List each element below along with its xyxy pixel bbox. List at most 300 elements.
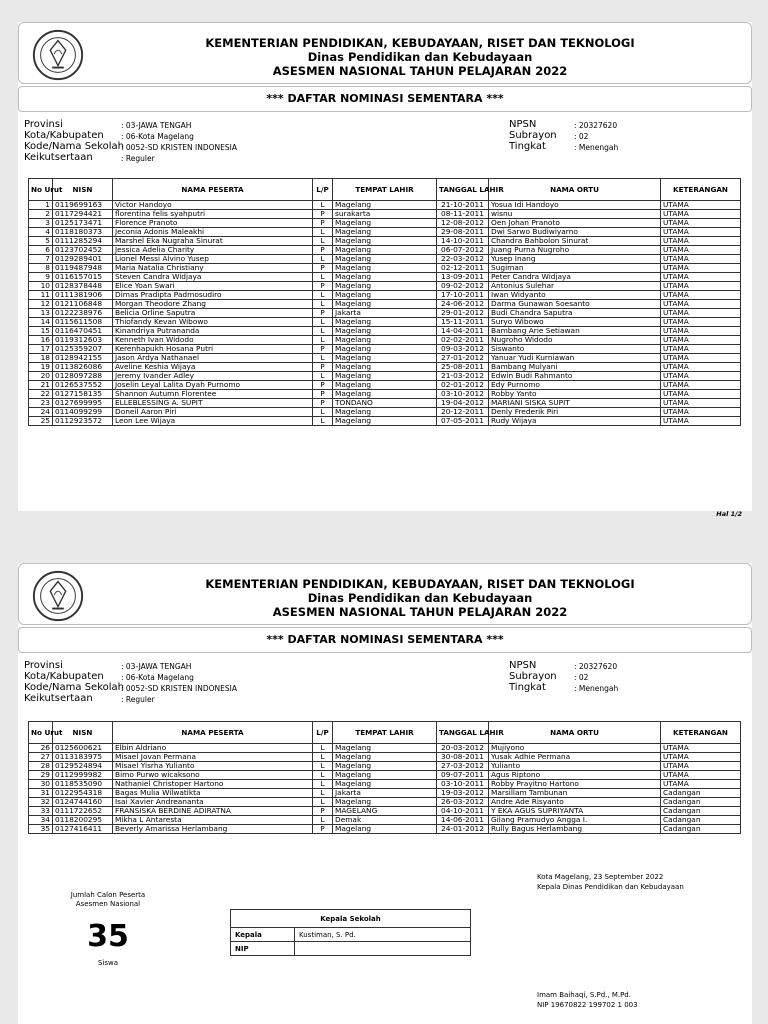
table-cell: Sugiman <box>489 264 661 273</box>
table-cell: L <box>313 273 333 282</box>
table-cell: Magelang <box>333 237 437 246</box>
table-cell: 17 <box>29 345 53 354</box>
table-cell: 12-08-2012 <box>437 219 489 228</box>
table-cell: 15 <box>29 327 53 336</box>
table-cell: 28 <box>29 762 53 771</box>
table-cell: Isai Xavier Andreananta <box>113 798 313 807</box>
npsn-info <box>509 119 709 155</box>
table-cell: L <box>313 789 333 798</box>
nip-label: NIP <box>231 942 295 956</box>
page-number: Hal 1/2 <box>716 510 742 518</box>
table-cell: Magelang <box>333 390 437 399</box>
table-cell: 09-03-2012 <box>437 345 489 354</box>
jumlah-line-2: Asesmen Nasional <box>75 900 141 908</box>
table-cell: UTAMA <box>661 381 741 390</box>
table-cell: P <box>313 246 333 255</box>
table-cell: 02-02-2011 <box>437 336 489 345</box>
col-tanggal: TANGGAL LAHIR <box>437 179 489 201</box>
table-cell: 04-10-2011 <box>437 807 489 816</box>
col-no: No Urut <box>29 722 53 744</box>
table-cell: 0125173471 <box>53 219 113 228</box>
table-cell: Jessica Adelia Charity <box>113 246 313 255</box>
table-cell: 33 <box>29 807 53 816</box>
table-cell: 24-06-2012 <box>437 300 489 309</box>
kepala-label: Kepala <box>231 928 295 942</box>
table-cell: Jakarta <box>333 789 437 798</box>
table-cell: Cadangan <box>661 825 741 834</box>
table-cell: L <box>313 228 333 237</box>
kota-label: Kota/Kabupaten <box>24 671 104 682</box>
table-cell: Nathaniel Christoper Hartono <box>113 780 313 789</box>
table-cell: 0118180373 <box>53 228 113 237</box>
table-cell: Magelang <box>333 372 437 381</box>
table-cell: 10 <box>29 282 53 291</box>
table-cell: Elbin Aldriano <box>113 744 313 753</box>
table-cell: 0129524894 <box>53 762 113 771</box>
table-cell: 19 <box>29 363 53 372</box>
table-cell: UTAMA <box>661 318 741 327</box>
table-cell: Rudy Wijaya <box>489 417 661 426</box>
col-nama: NAMA PESERTA <box>113 179 313 201</box>
table-cell: L <box>313 255 333 264</box>
sekolah-label: Kode/Nama Sekolah <box>24 682 124 693</box>
table-cell: florentina felis syahputri <box>113 210 313 219</box>
keikutsertaan-value: : Reguler <box>121 695 155 704</box>
table-cell: Magelang <box>333 363 437 372</box>
table-cell: 22-03-2012 <box>437 255 489 264</box>
col-tanggal: TANGGAL LAHIR <box>437 722 489 744</box>
table-cell: 30 <box>29 780 53 789</box>
table-cell: 0112999982 <box>53 771 113 780</box>
table-cell: 1 <box>29 201 53 210</box>
table-cell: 13 <box>29 309 53 318</box>
table-cell: Bambang Mulyani <box>489 363 661 372</box>
jumlah-label <box>48 891 168 909</box>
table-cell: 0125359207 <box>53 345 113 354</box>
table-cell: 27-01-2012 <box>437 354 489 363</box>
table-cell: 0113183975 <box>53 753 113 762</box>
table-cell: 11 <box>29 291 53 300</box>
header-ministry: KEMENTERIAN PENDIDIKAN, KEBUDAYAAN, RISET DAN TEKNOLOGI <box>205 36 635 50</box>
table-cell: Robby Yanto <box>489 390 661 399</box>
table-cell: Magelang <box>333 273 437 282</box>
col-ket: KETERANGAN <box>661 722 741 744</box>
table-cell: 0116157015 <box>53 273 113 282</box>
table-cell: Leon Lee Wijaya <box>113 417 313 426</box>
table-cell: L <box>313 327 333 336</box>
table-cell: 19-03-2012 <box>437 789 489 798</box>
table-cell: 21-10-2011 <box>437 201 489 210</box>
table-cell: UTAMA <box>661 771 741 780</box>
table-cell: UTAMA <box>661 291 741 300</box>
table-cell: Nugroho Widodo <box>489 336 661 345</box>
school-info <box>24 660 324 708</box>
table-cell: Jeremy Ivander Adley <box>113 372 313 381</box>
table-cell: 34 <box>29 816 53 825</box>
table-header-row <box>29 179 741 201</box>
table-cell: P <box>313 219 333 228</box>
table-cell: Darma Gunawan Soesanto <box>489 300 661 309</box>
participant-count: 35 <box>87 919 129 954</box>
table-cell: 8 <box>29 264 53 273</box>
table-cell: Maria Natalia Christiany <box>113 264 313 273</box>
table-cell: 0123702452 <box>53 246 113 255</box>
table-cell: 19-04-2012 <box>437 399 489 408</box>
table-cell: Iwan Widyanto <box>489 291 661 300</box>
npsn-label: NPSN <box>509 660 537 671</box>
table-cell: 02-12-2011 <box>437 264 489 273</box>
table-cell: 16 <box>29 336 53 345</box>
table-cell: Peter Candra Widjaya <box>489 273 661 282</box>
table-cell: Doneil Aaron Piri <box>113 408 313 417</box>
table-cell: 0127416411 <box>53 825 113 834</box>
table-cell: 24 <box>29 408 53 417</box>
table-cell: Gilang Pramudyo Angga I. <box>489 816 661 825</box>
table-cell: Kenneth Ivan Widodo <box>113 336 313 345</box>
table-cell: 14-10-2011 <box>437 237 489 246</box>
table-cell: 20 <box>29 372 53 381</box>
table-cell: Suryo Wibowo <box>489 318 661 327</box>
table-cell: Thiofandy Kevan Wibowo <box>113 318 313 327</box>
table-cell: 0113826086 <box>53 363 113 372</box>
table-cell: 0125600621 <box>53 744 113 753</box>
tingkat-value: : Menengah <box>574 684 619 693</box>
table-cell: L <box>313 744 333 753</box>
nip-value <box>295 942 471 956</box>
document-title: *** DAFTAR NOMINASI SEMENTARA *** <box>18 627 752 653</box>
table-cell: Belicia Orline Saputra <box>113 309 313 318</box>
table-cell: UTAMA <box>661 327 741 336</box>
table-cell: Magelang <box>333 408 437 417</box>
table-cell: L <box>313 237 333 246</box>
signature-footer <box>537 990 638 1010</box>
table-cell: Magelang <box>333 744 437 753</box>
table-cell: P <box>313 282 333 291</box>
sekolah-value: : 0052-SD KRISTEN INDONESIA <box>121 143 237 152</box>
official-name: Imam Baihaqi, S.Pd., M.Pd. <box>537 991 631 999</box>
table-cell: 29 <box>29 771 53 780</box>
table-cell: UTAMA <box>661 264 741 273</box>
tut-wuri-handayani-logo-icon <box>29 27 87 83</box>
table-cell: 25-08-2011 <box>437 363 489 372</box>
table-cell: 14-06-2011 <box>437 816 489 825</box>
table-cell: UTAMA <box>661 273 741 282</box>
table-cell: L <box>313 780 333 789</box>
table-cell: L <box>313 201 333 210</box>
table-cell: Mujiyono <box>489 744 661 753</box>
table-cell: 0119699163 <box>53 201 113 210</box>
table-cell: P <box>313 807 333 816</box>
table-cell: L <box>313 336 333 345</box>
table-cell: Magelang <box>333 336 437 345</box>
table-cell: Cadangan <box>661 807 741 816</box>
table-cell: UTAMA <box>661 219 741 228</box>
table-cell: 6 <box>29 246 53 255</box>
table-cell: UTAMA <box>661 354 741 363</box>
table-cell: 17-10-2011 <box>437 291 489 300</box>
table-cell: Edy Purnomo <box>489 381 661 390</box>
table-row <box>29 825 741 834</box>
table-cell: 14-04-2011 <box>437 327 489 336</box>
table-cell: 7 <box>29 255 53 264</box>
col-nama: NAMA PESERTA <box>113 722 313 744</box>
table-cell: Chandra Bahbolon Sinurat <box>489 237 661 246</box>
official-title: Kepala Dinas Pendidikan dan Kebudayaan <box>537 883 684 891</box>
table-cell: UTAMA <box>661 372 741 381</box>
table-cell: Magelang <box>333 780 437 789</box>
table-cell: 25 <box>29 417 53 426</box>
table-cell: UTAMA <box>661 399 741 408</box>
table-cell: 0122954318 <box>53 789 113 798</box>
table-cell: Andre Ade Risyanto <box>489 798 661 807</box>
table-cell: Jeconia Adonis Maleakhi <box>113 228 313 237</box>
table-cell: UTAMA <box>661 300 741 309</box>
table-cell: Edwin Budi Rahmanto <box>489 372 661 381</box>
table-cell: Magelang <box>333 318 437 327</box>
table-cell: Magelang <box>333 201 437 210</box>
table-cell: Marsillam Tambunan <box>489 789 661 798</box>
signature-header <box>537 872 684 892</box>
table-cell: 0129289401 <box>53 255 113 264</box>
table-cell: Magelang <box>333 762 437 771</box>
table-cell: Dwi Sarwo Budiwiyarno <box>489 228 661 237</box>
table-cell: Misael Yisrha Yulianto <box>113 762 313 771</box>
table-cell: L <box>313 762 333 771</box>
table-cell: Steven Candra Widjaya <box>113 273 313 282</box>
table-cell: Yanuar Yudi Kurniawan <box>489 354 661 363</box>
table-cell: Agus Riptono <box>489 771 661 780</box>
table-cell: Robby Prayitno Hartono <box>489 780 661 789</box>
table-cell: 0117294421 <box>53 210 113 219</box>
table-cell: Denly Frederik Piri <box>489 408 661 417</box>
table-cell: Y EKA AGUS SUPRIYANTA <box>489 807 661 816</box>
provinsi-label: Provinsi <box>24 660 63 671</box>
table-cell: FRANSISKA BERDINE ADIRATNA <box>113 807 313 816</box>
table-row <box>29 417 741 426</box>
subrayon-label: Subrayon <box>509 130 557 141</box>
table-cell: 07-05-2011 <box>437 417 489 426</box>
sekolah-label: Kode/Nama Sekolah <box>24 141 124 152</box>
kota-value: : 06-Kota Magelang <box>121 673 194 682</box>
npsn-info <box>509 660 709 696</box>
table-cell: Magelang <box>333 753 437 762</box>
subrayon-value: : 02 <box>574 132 589 141</box>
table-cell: 15-11-2011 <box>437 318 489 327</box>
col-nisn: NISN <box>53 179 113 201</box>
table-cell: Beverly Amarissa Herlambang <box>113 825 313 834</box>
table-cell: Yusep Inang <box>489 255 661 264</box>
table-cell: UTAMA <box>661 228 741 237</box>
table-cell: Bagas Mulia Wilwatikta <box>113 789 313 798</box>
header-box <box>18 563 752 625</box>
table-cell: UTAMA <box>661 210 741 219</box>
table-cell: Siswanto <box>489 345 661 354</box>
table-cell: Magelang <box>333 825 437 834</box>
col-ket: KETERANGAN <box>661 179 741 201</box>
table-cell: Budi Chandra Saputra <box>489 309 661 318</box>
table-cell: 2 <box>29 210 53 219</box>
table-cell: 29-08-2011 <box>437 228 489 237</box>
table-cell: 24-01-2012 <box>437 825 489 834</box>
table-cell: Yosua Idi Handoyo <box>489 201 661 210</box>
table-cell: L <box>313 372 333 381</box>
table-cell: 0122238976 <box>53 309 113 318</box>
table-cell: 0126537552 <box>53 381 113 390</box>
table-cell: Antonius Sulehar <box>489 282 661 291</box>
table-cell: 0111285294 <box>53 237 113 246</box>
table-cell: L <box>313 753 333 762</box>
table-cell: Magelang <box>333 264 437 273</box>
table-cell: 26 <box>29 744 53 753</box>
table-cell: P <box>313 264 333 273</box>
table-cell: 26-03-2012 <box>437 798 489 807</box>
provinsi-label: Provinsi <box>24 119 63 130</box>
table-cell: 0127699995 <box>53 399 113 408</box>
table-cell: Jakarta <box>333 309 437 318</box>
table-cell: 0118535090 <box>53 780 113 789</box>
table-cell: Dimas Pradipta Padmosudiro <box>113 291 313 300</box>
table-cell: 21 <box>29 381 53 390</box>
table-cell: P <box>313 381 333 390</box>
table-cell: UTAMA <box>661 237 741 246</box>
table-cell: P <box>313 345 333 354</box>
table-cell: UTAMA <box>661 345 741 354</box>
table-cell: wisnu <box>489 210 661 219</box>
table-cell: 21-03-2012 <box>437 372 489 381</box>
table-cell: UTAMA <box>661 201 741 210</box>
table-cell: L <box>313 300 333 309</box>
table-cell: Shannon Autumn Florentee <box>113 390 313 399</box>
table-cell: 02-01-2012 <box>437 381 489 390</box>
header-ministry: KEMENTERIAN PENDIDIKAN, KEBUDAYAAN, RISET DAN TEKNOLOGI <box>205 577 635 591</box>
col-no: No Urut <box>29 179 53 201</box>
table-cell: Magelang <box>333 327 437 336</box>
table-cell: Cadangan <box>661 789 741 798</box>
table-cell: Magelang <box>333 246 437 255</box>
table-cell: Magelang <box>333 345 437 354</box>
table-cell: 30-08-2011 <box>437 753 489 762</box>
table-cell: Rully Bagus Herlambang <box>489 825 661 834</box>
table-cell: 14 <box>29 318 53 327</box>
table-cell: 0116470451 <box>53 327 113 336</box>
kepala-name: Kustiman, S. Pd. <box>295 928 471 942</box>
table-cell: 20-12-2011 <box>437 408 489 417</box>
header-dinas: Dinas Pendidikan dan Kebudayaan <box>307 50 533 64</box>
provinsi-value: : 03-JAWA TENGAH <box>121 121 192 130</box>
table-cell: MAGELANG <box>333 807 437 816</box>
table-cell: 0124744160 <box>53 798 113 807</box>
table-cell: 0121106848 <box>53 300 113 309</box>
table-cell: 22 <box>29 390 53 399</box>
tingkat-label: Tingkat <box>509 141 546 152</box>
table-cell: L <box>313 291 333 300</box>
table-cell: UTAMA <box>661 336 741 345</box>
table-cell: 06-07-2012 <box>437 246 489 255</box>
table-cell: UTAMA <box>661 417 741 426</box>
table-cell: L <box>313 408 333 417</box>
keikutsertaan-value: : Reguler <box>121 154 155 163</box>
header-asesmen: ASESMEN NASIONAL TAHUN PELAJARAN 2022 <box>272 605 568 619</box>
table-cell: surakarta <box>333 210 437 219</box>
col-tempat: TEMPAT LAHIR <box>333 722 437 744</box>
table-cell: Aveline Keshia Wijaya <box>113 363 313 372</box>
table-cell: L <box>313 417 333 426</box>
table-cell: 0119312603 <box>53 336 113 345</box>
table-cell: Elice Yoan Swari <box>113 282 313 291</box>
col-ortu: NAMA ORTU <box>489 722 661 744</box>
table-cell: Magelang <box>333 354 437 363</box>
sekolah-value: : 0052-SD KRISTEN INDONESIA <box>121 684 237 693</box>
table-cell: 08-11-2011 <box>437 210 489 219</box>
col-lp: L/P <box>313 179 333 201</box>
keikutsertaan-label: Keikutsertaan <box>24 693 93 704</box>
table-cell: UTAMA <box>661 255 741 264</box>
table-cell: UTAMA <box>661 408 741 417</box>
table-cell: 0111381906 <box>53 291 113 300</box>
header-dinas: Dinas Pendidikan dan Kebudayaan <box>307 591 533 605</box>
table-cell: MARIANI SISKA SUPIT <box>489 399 661 408</box>
table-cell: 09-07-2011 <box>437 771 489 780</box>
table-cell: Magelang <box>333 381 437 390</box>
kepsek-header: Kepala Sekolah <box>231 910 471 928</box>
table-cell: UTAMA <box>661 246 741 255</box>
table-cell: L <box>313 771 333 780</box>
header-box <box>18 22 752 84</box>
tingkat-label: Tingkat <box>509 682 546 693</box>
table-cell: TONDANO <box>333 399 437 408</box>
table-cell: 29-01-2012 <box>437 309 489 318</box>
table-cell: Bambang Arie Setiawan <box>489 327 661 336</box>
table-cell: 20-03-2012 <box>437 744 489 753</box>
table-cell: 0127158135 <box>53 390 113 399</box>
table-cell: ELLEBLESSING A. SUPIT <box>113 399 313 408</box>
table-cell: UTAMA <box>661 282 741 291</box>
table-cell: P <box>313 399 333 408</box>
school-info <box>24 119 324 167</box>
table-cell: 32 <box>29 798 53 807</box>
col-nisn: NISN <box>53 722 113 744</box>
table-cell: UTAMA <box>661 309 741 318</box>
table-cell: 0119487948 <box>53 264 113 273</box>
table-cell: 0128097288 <box>53 372 113 381</box>
place-date: Kota Magelang, 23 September 2022 <box>537 873 664 881</box>
table-cell: P <box>313 390 333 399</box>
table-cell: Florence Pranoto <box>113 219 313 228</box>
table-cell: Yusak Adhie Permana <box>489 753 661 762</box>
keikutsertaan-label: Keikutsertaan <box>24 152 93 163</box>
official-nip: NIP 19670822 199702 1 003 <box>537 1001 638 1009</box>
npsn-value: : 20327620 <box>574 662 618 671</box>
kota-value: : 06-Kota Magelang <box>121 132 194 141</box>
table-cell: 09-02-2012 <box>437 282 489 291</box>
table-cell: L <box>313 798 333 807</box>
table-cell: L <box>313 816 333 825</box>
table-cell: 0128378448 <box>53 282 113 291</box>
table-cell: Magelang <box>333 219 437 228</box>
table-cell: Magelang <box>333 798 437 807</box>
kota-label: Kota/Kabupaten <box>24 130 104 141</box>
page-2 <box>18 563 752 1024</box>
table-cell: 35 <box>29 825 53 834</box>
subrayon-label: Subrayon <box>509 671 557 682</box>
npsn-label: NPSN <box>509 119 537 130</box>
table-cell: 27 <box>29 753 53 762</box>
table-cell: 12 <box>29 300 53 309</box>
table-cell: 0118200295 <box>53 816 113 825</box>
table-cell: Bimo Purwo wicaksono <box>113 771 313 780</box>
table-cell: 13-09-2011 <box>437 273 489 282</box>
table-cell: UTAMA <box>661 762 741 771</box>
